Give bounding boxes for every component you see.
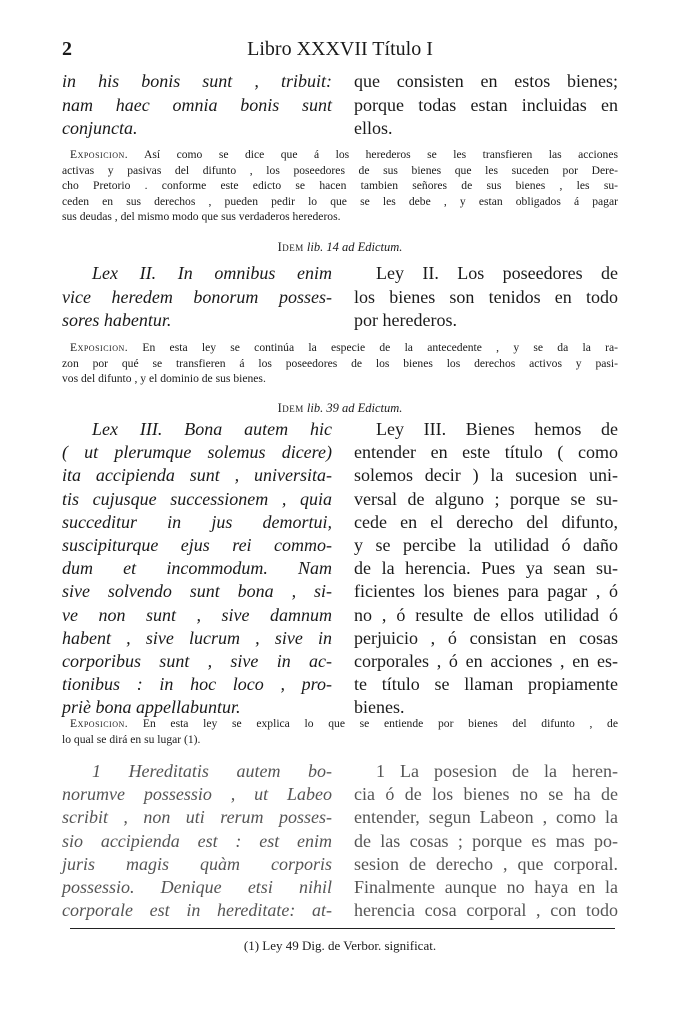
page-header — [62, 38, 618, 66]
footnote: (1) Ley 49 Dig. de Verbor. significat. — [243, 938, 437, 953]
spanish-line: bienes. — [354, 697, 405, 718]
page-number: 2 — [62, 38, 72, 60]
spanish-line: los bienes son tenidos en todo — [354, 286, 618, 307]
expo-line: lo qual se dirá en su lugar (1). — [62, 732, 201, 746]
latin-line: succeditur in jus demortui, — [62, 511, 332, 532]
expo-line: cho Pretorio . conforme este edicto se hacen tambien señores de sus bienes , les su- — [62, 179, 618, 192]
latin-line: ( ut plerumque solemus dicere) — [62, 442, 332, 463]
latin-line: Lex II. In omnibus enim — [92, 263, 332, 283]
spanish-line: solemos decir ) la sucesion uni- — [354, 465, 618, 486]
spanish-line: te título se llaman propiamente — [354, 674, 618, 695]
spanish-line: perjuicio , ó consistan en cosas — [354, 627, 618, 648]
spanish-column — [354, 262, 618, 333]
lex-2 — [62, 262, 618, 334]
latin-line: sores habentur. — [62, 310, 172, 330]
latin-line: juris magis quàm corporis — [62, 853, 332, 874]
spanish-line: corporales , ó en acciones , en es- — [354, 651, 618, 672]
spanish-line: entender, segun Labeon , como la — [354, 807, 618, 828]
expo-line: vos del difunto , y el dominio de sus bienes. — [62, 372, 266, 385]
latin-line: ita accipienda sunt , universita- — [62, 465, 332, 486]
spanish-line: Ley III. Bienes hemos de — [376, 419, 618, 439]
expo-line: ceden en sus derechos , pueden pedir lo que se les debe , y estan obligados á pagar — [62, 194, 618, 208]
spanish-line: entender en este título ( como — [354, 442, 618, 463]
spanish-line: porque todas estan incluidas en — [354, 94, 618, 115]
latin-line: 1 Hereditatis autem bo- — [92, 761, 332, 781]
latin-line: possessio. Denique etsi nihil — [62, 877, 332, 898]
expo-line: Exposicion. En esta ley se explica lo que se entiende por bienes del difunto , de — [70, 717, 619, 730]
running-title: Libro XXXVII Título I — [247, 38, 433, 60]
expo-line: Exposicion. En esta ley se continúa la especie de la antecedente , y se da la ra- — [70, 341, 618, 354]
spanish-column — [354, 760, 618, 922]
latin-line: sive solvendo sunt bona , si- — [62, 581, 332, 602]
latin-column — [62, 418, 332, 720]
latin-line: Lex III. Bona autem hic — [92, 419, 332, 439]
spanish-line: no , ó resulte de ellos utilidad ó — [354, 604, 618, 625]
exposicion-1 — [62, 147, 618, 225]
spanish-column — [354, 418, 618, 720]
expo-label: Exposicion. — [70, 341, 129, 354]
latin-column — [62, 760, 332, 922]
source-citation-2: Idem lib. 39 ad Edictum. — [277, 401, 403, 415]
spanish-line: 1 La posesion de la heren- — [376, 761, 618, 781]
expo-label: Exposicion. — [70, 717, 129, 730]
spanish-line: Finalmente aunque no haya en la — [354, 877, 618, 898]
continuation-block — [62, 70, 618, 142]
spanish-line: y se percibe la utilidad ó daño — [354, 535, 618, 556]
spanish-line: versal de alguno ; porque se su- — [354, 488, 618, 509]
latin-line: corporale est in hereditate: at- — [62, 900, 332, 921]
paragraph-1 — [62, 760, 618, 925]
spanish-line: ficientes los bienes para pagar , ó — [354, 581, 618, 602]
latin-line: norumve possessio , ut Labeo — [62, 784, 332, 805]
spanish-line: de las cosas ; porque es mas po- — [354, 830, 618, 851]
latin-line: dum et incommodum. Nam — [62, 558, 332, 579]
latin-line: corporibus sunt , sive in ac- — [62, 651, 332, 672]
latin-line: tionibus : in hoc loco , pro- — [62, 674, 332, 695]
source-citation-1: Idem lib. 14 ad Edictum. — [277, 240, 403, 254]
expo-line: Exposicion. Así como se dice que á los herederos se les transfieren las acciones — [70, 148, 618, 161]
spanish-column — [354, 70, 618, 141]
latin-line: suscipiturque ejus rei commo- — [62, 535, 332, 556]
spanish-line: por herederos. — [354, 310, 457, 330]
lex-3 — [62, 418, 618, 720]
expo-line: activas y pasivas del difunto , los poseedores de sus bienes que les suceden por Dere- — [62, 163, 618, 177]
expo-label: Exposicion. — [70, 148, 129, 161]
latin-column — [62, 262, 332, 333]
latin-line: habent , sive lucrum , sive in — [62, 627, 332, 648]
spanish-line: de la herencia. Pues ya sean su- — [354, 558, 618, 579]
latin-line: nam haec omnia bonis sunt — [62, 94, 332, 115]
latin-line: sio accipienda est : est enim — [62, 830, 332, 851]
spanish-line: Ley II. Los poseedores de — [376, 263, 618, 283]
latin-line: priè bona appellabuntur. — [62, 697, 241, 718]
latin-line: tis cujusque successionem , quia — [62, 488, 332, 509]
expo-line: sus deudas , del mismo modo que sus verdaderos herederos. — [62, 210, 341, 223]
latin-line: conjuncta. — [62, 118, 138, 138]
spanish-line: cede en el derecho del difunto, — [354, 511, 618, 532]
spanish-line: ellos. — [354, 118, 393, 138]
latin-column — [62, 70, 332, 141]
expo-line: zon por qué se transfieren á los poseedores de los bienes los derechos activos y pasi- — [62, 356, 618, 370]
latin-line: in his bonis sunt , tribuit: — [62, 71, 332, 91]
exposicion-3 — [62, 716, 619, 747]
spanish-line: cia ó de los bienes no se ha de — [354, 784, 618, 805]
footnote-rule — [70, 928, 615, 929]
latin-line: ve non sunt , sive damnum — [62, 604, 332, 625]
exposicion-2 — [62, 340, 618, 387]
spanish-line: herencia cosa corporal , con todo — [354, 900, 618, 921]
spanish-line: que consisten en estos bienes; — [354, 71, 618, 91]
spanish-line: sesion de derecho , que corporal. — [354, 853, 618, 874]
latin-line: scribit , non uti rerum posses- — [62, 807, 332, 828]
latin-line: vice heredem bonorum posses- — [62, 286, 332, 307]
